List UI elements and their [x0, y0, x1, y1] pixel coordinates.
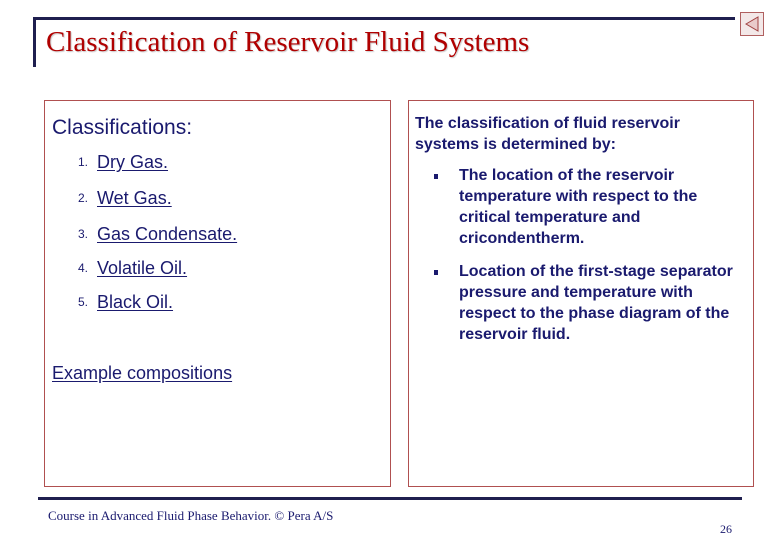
- collapse-button[interactable]: [740, 12, 764, 36]
- classification-item-volatile-oil[interactable]: [78, 258, 187, 279]
- classification-item-gas-condensate[interactable]: [78, 224, 237, 245]
- item-number: 4.: [78, 261, 89, 275]
- item-link-label: Dry Gas.: [97, 152, 169, 172]
- item-link-label: Gas Condensate.: [97, 224, 238, 244]
- bullet-text: The location of the reservoir temperature with respect to the critical temperature and cricondentherm.: [459, 167, 698, 247]
- header-rule-left: [33, 17, 36, 67]
- slide-title: Classification of Reservoir Fluid Systems: [46, 26, 530, 58]
- classifications-heading: Classifications:: [52, 116, 193, 139]
- criteria-heading: The classification of fluid reservoir systems is determined by:: [415, 115, 680, 153]
- page-number: 26: [720, 522, 732, 536]
- bullet-marker: [434, 270, 438, 275]
- item-number: 3.: [78, 227, 89, 241]
- bullet-marker: [434, 174, 438, 179]
- item-number: 5.: [78, 295, 89, 309]
- classification-item-black-oil[interactable]: [78, 292, 173, 313]
- item-link-label: Black Oil.: [97, 292, 174, 312]
- classification-item-dry-gas[interactable]: [78, 152, 168, 173]
- classification-item-wet-gas[interactable]: [78, 188, 172, 209]
- item-link-label: Volatile Oil.: [97, 258, 188, 278]
- item-number: 1.: [78, 155, 89, 169]
- bullet-text: Location of the first-stage separator pressure and temperature with respect to the phase diagram of the reservoir fluid.: [459, 263, 733, 343]
- item-number: 2.: [78, 191, 89, 205]
- footer-rule: [38, 497, 742, 500]
- footer-credit: Course in Advanced Fluid Phase Behavior. © Pera A/S: [48, 508, 334, 523]
- item-link-label: Wet Gas.: [97, 188, 172, 208]
- example-compositions-link[interactable]: Example compositions: [52, 363, 233, 383]
- triangle-icon: [741, 13, 763, 35]
- header-rule-top: [33, 17, 735, 20]
